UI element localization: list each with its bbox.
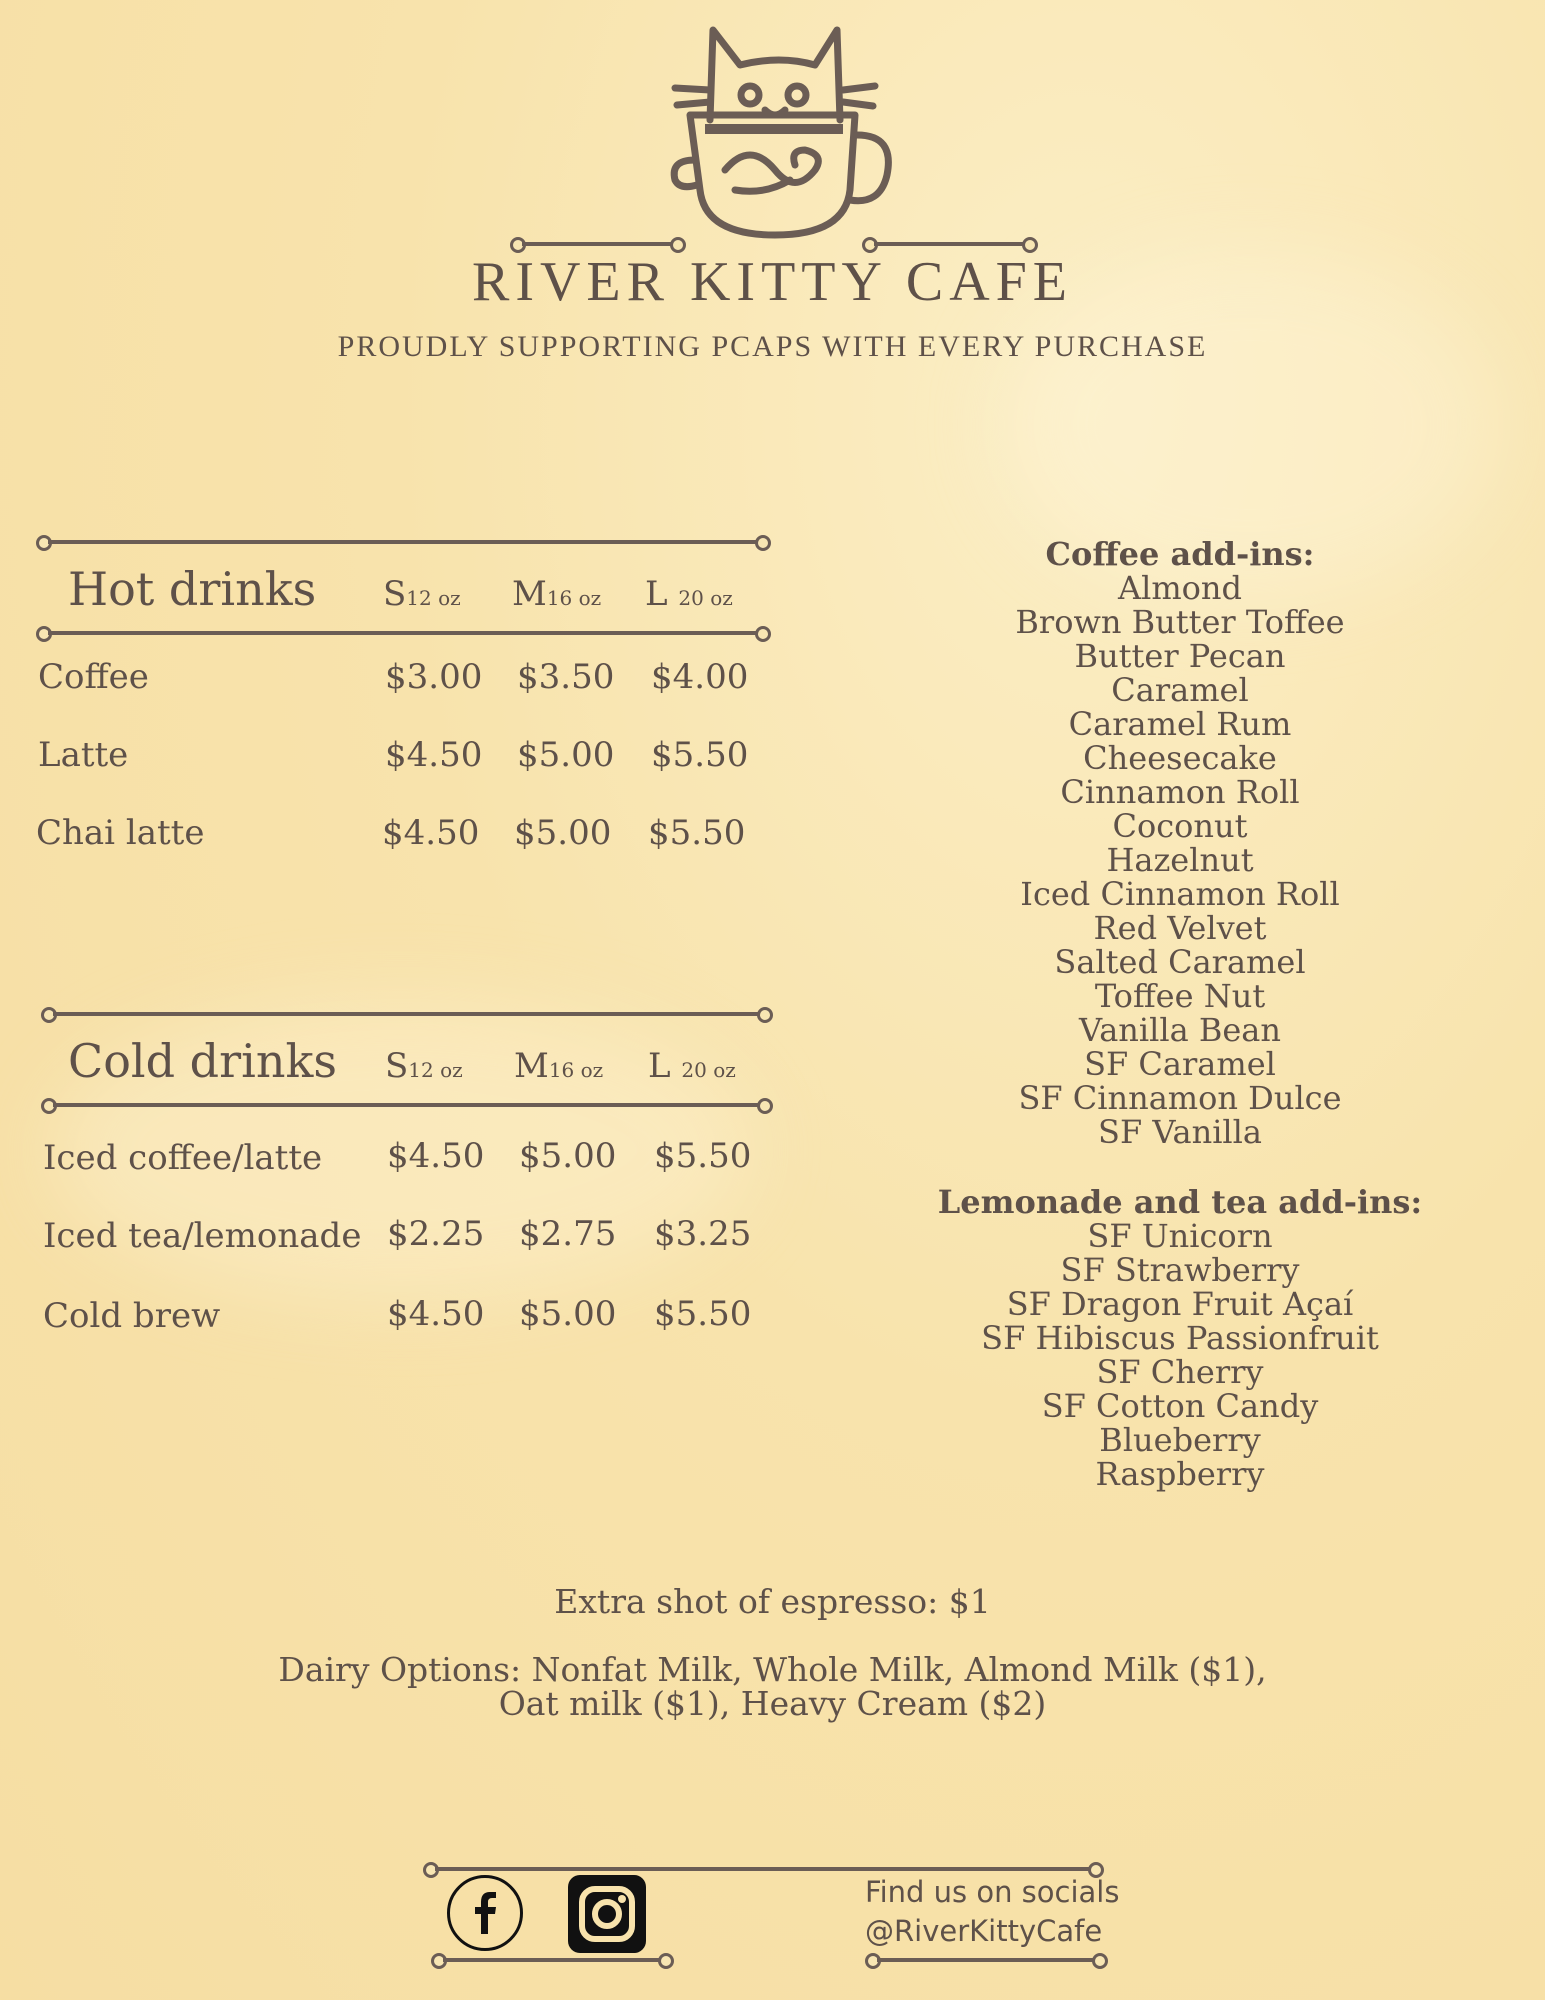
menu-item-name: Latte <box>38 735 129 775</box>
list-item: Red Velvet <box>1093 909 1267 947</box>
size-medium: M16 oz <box>512 574 602 614</box>
list-item: Toffee Nut <box>1094 977 1266 1015</box>
price-large: $5.50 <box>648 813 746 853</box>
list-item: Coconut <box>1112 807 1248 845</box>
price-medium: $3.50 <box>517 657 615 697</box>
menu-item-name: Chai latte <box>36 813 205 853</box>
list-item: Iced Cinnamon Roll <box>1020 875 1340 913</box>
coffee-addins-title: Coffee add-ins: <box>1045 535 1315 573</box>
price-large: $4.00 <box>651 657 749 697</box>
price-large: $5.50 <box>651 735 749 775</box>
list-item: Vanilla Bean <box>1079 1011 1281 1049</box>
price-medium: $2.75 <box>519 1214 617 1254</box>
list-item: SF Cherry <box>1096 1353 1264 1391</box>
list-item: SF Unicorn <box>1087 1217 1273 1255</box>
page-subtitle: PROUDLY SUPPORTING PCAPS WITH EVERY PURCHASE <box>337 330 1208 363</box>
price-small: $2.25 <box>387 1214 485 1254</box>
price-large: $3.25 <box>654 1214 752 1254</box>
list-item: Butter Pecan <box>1074 637 1286 675</box>
list-item: Blueberry <box>1099 1421 1261 1459</box>
dairy-options-line-1: Dairy Options: Nonfat Milk, Whole Milk, Almond Milk ($1), <box>278 1650 1267 1689</box>
cold-drinks-title: Cold drinks <box>68 1034 337 1088</box>
cat-coffee-logo <box>665 20 895 250</box>
coffee-addins-list <box>900 537 1460 1149</box>
size-small: S12 oz <box>383 574 461 614</box>
extra-shot-note: Extra shot of espresso: $1 <box>554 1582 991 1621</box>
list-item: SF Cotton Candy <box>1041 1387 1319 1425</box>
size-large: L 20 oz <box>645 574 733 614</box>
socials-handle[interactable]: @RiverKittyCafe <box>865 1914 1103 1948</box>
price-medium: $5.00 <box>514 813 612 853</box>
list-item: Caramel Rum <box>1068 705 1292 743</box>
menu-item-name: Cold brew <box>43 1296 221 1336</box>
menu-item-name: Coffee <box>38 657 149 697</box>
price-large: $5.50 <box>654 1136 752 1176</box>
price-small: $4.50 <box>385 735 483 775</box>
list-item: SF Vanilla <box>1098 1113 1262 1151</box>
price-small: $4.50 <box>387 1294 485 1334</box>
facebook-icon[interactable] <box>447 1875 523 1951</box>
menu-item-name: Iced tea/lemonade <box>43 1216 362 1256</box>
price-large: $5.50 <box>654 1294 752 1334</box>
instagram-icon[interactable] <box>568 1875 646 1953</box>
list-item: SF Cinnamon Dulce <box>1018 1079 1342 1117</box>
price-medium: $5.00 <box>517 735 615 775</box>
socials-label: Find us on socials <box>865 1875 1120 1909</box>
price-medium: $5.00 <box>519 1136 617 1176</box>
lemonade-addins-list <box>900 1185 1460 1491</box>
price-small: $4.50 <box>387 1136 485 1176</box>
size-small: S12 oz <box>385 1046 463 1086</box>
page-title: RIVER KITTY CAFE <box>471 251 1073 313</box>
price-small: $3.00 <box>385 657 483 697</box>
size-large: L 20 oz <box>648 1046 736 1086</box>
list-item: SF Caramel <box>1084 1045 1276 1083</box>
price-small: $4.50 <box>382 813 480 853</box>
list-item: Cheesecake <box>1083 739 1277 777</box>
list-item: Almond <box>1117 569 1243 607</box>
hot-drinks-title: Hot drinks <box>68 562 317 616</box>
list-item: Cinnamon Roll <box>1060 773 1300 811</box>
size-medium: M16 oz <box>514 1046 604 1086</box>
menu-item-name: Iced coffee/latte <box>43 1138 323 1178</box>
dairy-options-line-2: Oat milk ($1), Heavy Cream ($2) <box>498 1684 1047 1723</box>
list-item: Salted Caramel <box>1054 943 1306 981</box>
list-item: Raspberry <box>1095 1455 1265 1493</box>
list-item: SF Hibiscus Passionfruit <box>981 1319 1379 1357</box>
price-medium: $5.00 <box>519 1294 617 1334</box>
list-item: Brown Butter Toffee <box>1015 603 1345 641</box>
list-item: SF Strawberry <box>1060 1251 1300 1289</box>
lemonade-addins-title: Lemonade and tea add-ins: <box>937 1183 1423 1221</box>
list-item: Hazelnut <box>1106 841 1254 879</box>
list-item: Caramel <box>1111 671 1249 709</box>
list-item: SF Dragon Fruit Açaí <box>1006 1285 1354 1323</box>
